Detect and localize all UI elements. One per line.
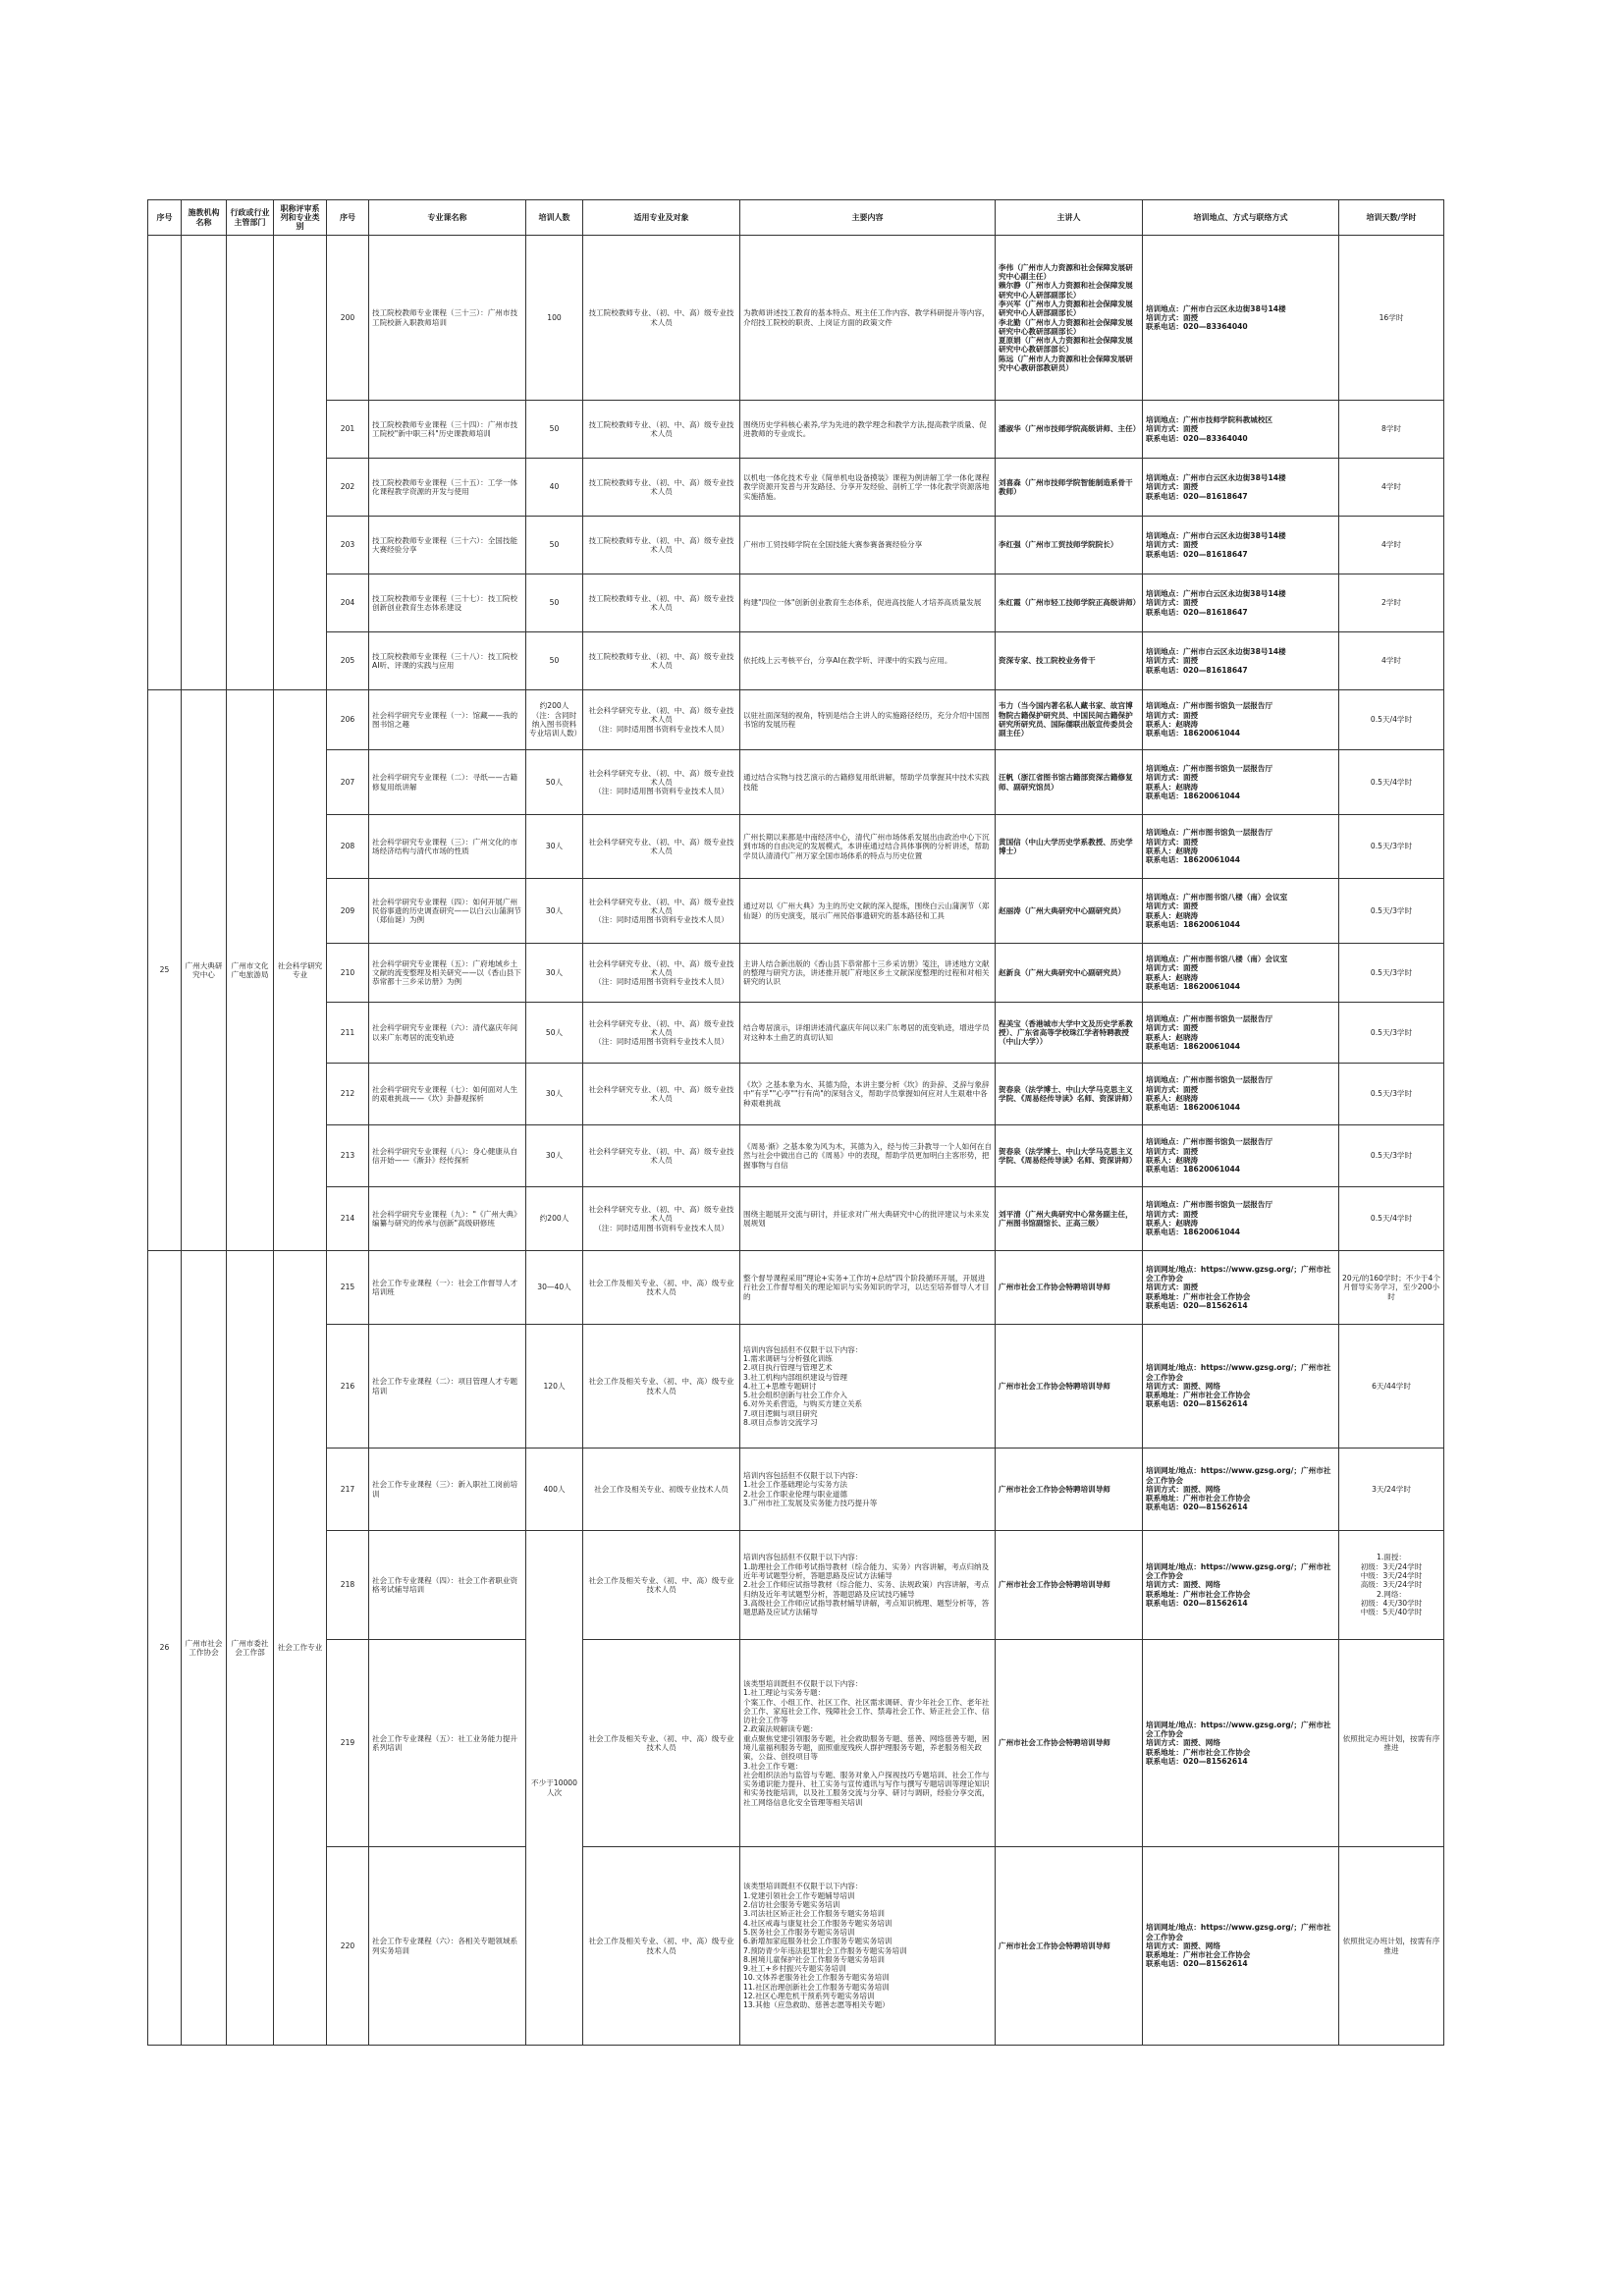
row-number-cell: 205: [327, 632, 369, 690]
row-number-cell: 203: [327, 517, 369, 574]
speaker-cell: 资深专家、技工院校业务骨干: [996, 632, 1143, 690]
trainee-count-cell: 30人: [526, 944, 583, 1003]
table-row: [148, 1325, 1444, 1449]
table-header-row: [148, 200, 1444, 236]
trainee-count-cell: 约200人: [526, 1187, 583, 1251]
main-content-cell: 构建"四位一体"创新创业教育生态体系，促进高技能人才培养高质量发展: [740, 574, 996, 632]
speaker-cell: 黄国信（中山大学历史学系教授、历史学博士）: [996, 815, 1143, 879]
target-audience-cell: 社会科学研究专业、（初、中、高）级专业技术人员 （注：同时适用图书资料专业技术人员）: [583, 750, 740, 815]
course-name-cell: 社会科学研究专业课程（二）：寻纸——古籍修复用纸讲解: [369, 750, 526, 815]
main-content-cell: 通过结合实物与技艺演示的古籍修复用纸讲解，帮助学员掌握其中技术实践技能: [740, 750, 996, 815]
duration-cell: 4学时: [1339, 517, 1444, 574]
venue-contact-cell: 培训网址/地点：https://www.gzsg.org/；广州市社会工作协会 培训方式：面授、网络 联系地址：广州市社会工作协会 联系电话：020—81562614: [1143, 1325, 1339, 1449]
header-cell: 序号: [148, 200, 182, 236]
duration-cell: 20元/的160学时；不少于4个月督导实务学习，至少200小时: [1339, 1251, 1444, 1325]
table-row: [148, 236, 1444, 401]
group-dept-cell: 广州市文化广电旅游局: [227, 690, 274, 1251]
main-content-cell: 通过对以《广州大典》为主的历史文献的深入提炼，围绕白云山蒲涧节（郑仙诞）的历史演变，展示广州民俗事遗研究的基本路径和工具: [740, 879, 996, 944]
speaker-cell: 贺春泉（法学博士、中山大学马克思主义学院、《周易经传导读》名师、资深讲师）: [996, 1064, 1143, 1125]
duration-cell: 4学时: [1339, 459, 1444, 517]
group-org-cell: 广州市社会工作协会: [182, 1251, 227, 2046]
table-row: [148, 1531, 1444, 1640]
venue-contact-cell: 培训网址/地点：https://www.gzsg.org/；广州市社会工作协会 培训方式：面授 联系地址：广州市社会工作协会 联系电话：020—81562614: [1143, 1251, 1339, 1325]
row-number-cell: 207: [327, 750, 369, 815]
duration-cell: 0.5天/3学时: [1339, 944, 1444, 1003]
venue-contact-cell: 培训地点：广州市图书馆负一层报告厅 培训方式：面授 联系人：赵晓涛 联系电话：18620061044: [1143, 690, 1339, 750]
venue-contact-cell: 培训地点：广州市图书馆负一层报告厅 培训方式：面授 联系人：赵晓涛 联系电话：18620061044: [1143, 1064, 1339, 1125]
course-name-cell: 社会科学研究专业课程（九）："《广州大典》编纂与研究的传承与创新"高级研修班: [369, 1187, 526, 1251]
target-audience-cell: 社会工作及相关专业、（初、中、高）级专业技术人员: [583, 1847, 740, 2046]
main-content-cell: 结合粤居演示，详细讲述清代嘉庆年间以来广东粤居的流变轨迹，增进学员对这种本土曲艺的真切认知: [740, 1003, 996, 1064]
row-number-cell: 219: [327, 1640, 369, 1847]
target-audience-cell: 社会科学研究专业、（初、中、高）级专业技术人员 （注：同时适用图书资料专业技术人员）: [583, 1187, 740, 1251]
target-audience-cell: 社会科学研究专业、（初、中、高）级专业技术人员: [583, 1064, 740, 1125]
course-name-cell: 社会科学研究专业课程（八）：身心健康从自信开始——《渐卦》经传探析: [369, 1125, 526, 1187]
speaker-cell: 广州市社会工作协会特聘培训导师: [996, 1325, 1143, 1449]
table-row: [148, 815, 1444, 879]
main-content-cell: 广州市工贸技师学院在全国技能大赛参赛备赛经验分享: [740, 517, 996, 574]
course-name-cell: 社会科学研究专业课程（六）：清代嘉庆年间以来广东粤居的流变轨迹: [369, 1003, 526, 1064]
speaker-cell: 汪帆（浙江省图书馆古籍部资深古籍修复师、副研究馆员）: [996, 750, 1143, 815]
duration-cell: 2学时: [1339, 574, 1444, 632]
trainee-count-cell: 40: [526, 459, 583, 517]
speaker-cell: 朱红霞（广州市轻工技师学院正高级讲师）: [996, 574, 1143, 632]
target-audience-cell: 社会科学研究专业、（初、中、高）级专业技术人员 （注：同时适用图书资料专业技术人员）: [583, 690, 740, 750]
table-row: [148, 1640, 1444, 1847]
row-number-cell: 208: [327, 815, 369, 879]
group-dept-cell: 广州市委社会工作部: [227, 1251, 274, 2046]
duration-cell: 0.5天/4学时: [1339, 690, 1444, 750]
row-number-cell: 213: [327, 1125, 369, 1187]
trainee-count-cell: 约200人 （注：含同时纳入图书资料专业培训人数）: [526, 690, 583, 750]
main-content-cell: 围绕主题展开交流与研讨，并征求对广州大典研究中心的批评建议与未来发展规划: [740, 1187, 996, 1251]
course-name-cell: 社会科学研究专业课程（五）：广府地域乡土文献的流变整理及相关研究——以《香山县下恭常都十三乡采访册》为例: [369, 944, 526, 1003]
main-content-cell: 整个督导课程采用"理论+实务+工作坊+总结"四个阶段循环开展，开展进行社会工作督导相关的理论知识与实务知识的学习，以达至培养督导人才目的: [740, 1251, 996, 1325]
speaker-cell: 广州市社会工作协会特聘培训导师: [996, 1449, 1143, 1531]
speaker-cell: 刘喜森（广州市技师学院智能制造系骨干教师）: [996, 459, 1143, 517]
table-row: [148, 459, 1444, 517]
header-cell: 主讲人: [996, 200, 1143, 236]
table-row: [148, 574, 1444, 632]
target-audience-cell: 社会工作及相关专业、（初、中、高）级专业技术人员: [583, 1251, 740, 1325]
group-dept-cell: [227, 236, 274, 690]
main-content-cell: 《坎》之基本象为水、其德为险，本讲主要分析《坎》的卦辞、爻辞与象辞中"有孚""心亨""行有尚"的深刻含义，帮助学员掌握如何应对人生艰难中各种艰难挑战: [740, 1064, 996, 1125]
course-name-cell: 社会工作专业课程（五）：社工业务能力提升系列培训: [369, 1640, 526, 1847]
row-number-cell: 217: [327, 1449, 369, 1531]
venue-contact-cell: 培训网址/地点：https://www.gzsg.org/；广州市社会工作协会 培训方式：面授、网络 联系地址：广州市社会工作协会 联系电话：020—81562614: [1143, 1640, 1339, 1847]
trainee-count-cell: 400人: [526, 1449, 583, 1531]
row-number-cell: 211: [327, 1003, 369, 1064]
target-audience-cell: 技工院校教师专业、（初、中、高）级专业技术人员: [583, 574, 740, 632]
venue-contact-cell: 培训地点：广州市图书馆负一层报告厅 培训方式：面授 联系人：赵晓涛 联系电话：18620061044: [1143, 750, 1339, 815]
table-row: [148, 517, 1444, 574]
row-number-cell: 201: [327, 401, 369, 459]
target-audience-cell: 社会科学研究专业、（初、中、高）级专业技术人员 （注：同时适用图书资料专业技术人员）: [583, 1003, 740, 1064]
group-no-cell: [148, 236, 182, 690]
target-audience-cell: 技工院校教师专业、（初、中、高）级专业技术人员: [583, 401, 740, 459]
trainee-count-cell: 50: [526, 517, 583, 574]
row-number-cell: 200: [327, 236, 369, 401]
speaker-cell: 赵新良（广州大典研究中心副研究员）: [996, 944, 1143, 1003]
main-content-cell: 为教师讲述技工教育的基本特点、班主任工作内容、教学科研提升等内容，介绍技工院校的职责、上岗证方面的政策文件: [740, 236, 996, 401]
course-name-cell: 社会工作专业课程（一）：社会工作督导人才培训班: [369, 1251, 526, 1325]
main-content-cell: 依托线上云考核平台，分享AI在教学听、评课中的实践与应用。: [740, 632, 996, 690]
group-series-cell: [274, 236, 327, 690]
row-number-cell: 204: [327, 574, 369, 632]
table-row: [148, 1847, 1444, 2046]
course-name-cell: 技工院校教师专业课程（三十五）：工学一体化课程教学资源的开发与使用: [369, 459, 526, 517]
trainee-count-cell: 50: [526, 574, 583, 632]
trainee-count-cell: 100: [526, 236, 583, 401]
row-number-cell: 206: [327, 690, 369, 750]
row-number-cell: 216: [327, 1325, 369, 1449]
venue-contact-cell: 培训地点：广州市白云区永边街38号14楼 培训方式：面授 联系电话：020—81618647: [1143, 517, 1339, 574]
course-name-cell: 社会工作专业课程（四）：社会工作者职业资格考试辅导培训: [369, 1531, 526, 1640]
duration-cell: 8学时: [1339, 401, 1444, 459]
speaker-cell: 广州市社会工作协会特聘培训导师: [996, 1251, 1143, 1325]
table-row: [148, 1125, 1444, 1187]
trainee-count-cell: 30人: [526, 815, 583, 879]
target-audience-cell: 技工院校教师专业、（初、中、高）级专业技术人员: [583, 632, 740, 690]
trainee-count-cell: 30人: [526, 1064, 583, 1125]
main-content-cell: 以机电一体化技术专业《简单机电设备摸装》课程为例讲解工学一体化课程教学资源开发普与开发路径、分享开发经验、剖析工学一体化教学资源落地实施措施。: [740, 459, 996, 517]
venue-contact-cell: 培训地点：广州市图书馆负一层报告厅 培训方式：面授 联系人：赵晓涛 联系电话：18620061044: [1143, 1125, 1339, 1187]
row-number-cell: 218: [327, 1531, 369, 1640]
target-audience-cell: 技工院校教师专业、（初、中、高）级专业技术人员: [583, 236, 740, 401]
speaker-cell: 韦力（当今国内著名私人藏书家、故宫博物院古籍保护研究员、中国民间古籍保护研究所研究员、国际儒联出版宣传委员会副主任）: [996, 690, 1143, 750]
target-audience-cell: 社会科学研究专业、（初、中、高）级专业技术人员 （注：同时适用图书资料专业技术人员）: [583, 944, 740, 1003]
group-no-cell: 26: [148, 1251, 182, 2046]
speaker-cell: 潘淑华（广州市技师学院高级讲师、主任）: [996, 401, 1143, 459]
course-name-cell: 技工院校教师专业课程（三十八）：技工院校AI听、评课的实践与应用: [369, 632, 526, 690]
row-number-cell: 209: [327, 879, 369, 944]
course-name-cell: 技工院校教师专业课程（三十六）：全国技能大赛经验分享: [369, 517, 526, 574]
target-audience-cell: 社会科学研究专业、（初、中、高）级专业技术人员 （注：同时适用图书资料专业技术人员）: [583, 879, 740, 944]
trainee-count-cell: 120人: [526, 1325, 583, 1449]
table-row: [148, 1187, 1444, 1251]
duration-cell: 依照批定办班计划，按需有序推进: [1339, 1847, 1444, 2046]
trainee-count-cell: 30人: [526, 1125, 583, 1187]
course-name-cell: 社会工作专业课程（六）：各相关专题领域系列实务培训: [369, 1847, 526, 2046]
target-audience-cell: 技工院校教师专业、（初、中、高）级专业技术人员: [583, 459, 740, 517]
course-name-cell: 社会科学研究专业课程（三）：广州文化的市场经济结构与清代市场的性质: [369, 815, 526, 879]
target-audience-cell: 社会科学研究专业、（初、中、高）级专业技术人员: [583, 1125, 740, 1187]
main-content-cell: 围绕历史学科核心素养,学为先进的教学理念和教学方法,提高教学质量、促进教师的专业成长。: [740, 401, 996, 459]
header-cell: 行政或行业主管部门: [227, 200, 274, 236]
table-row: [148, 401, 1444, 459]
venue-contact-cell: 培训地点：广州市白云区永边街38号14楼 培训方式：面授 联系电话：020—81618647: [1143, 574, 1339, 632]
trainee-count-cell: 30人: [526, 879, 583, 944]
speaker-cell: 程美宝（香港城市大学中文及历史学系教授）、广东省高等学校珠江学者特聘教授（中山大学））: [996, 1003, 1143, 1064]
venue-contact-cell: 培训地点：广州市图书馆负一层报告厅 培训方式：面授 联系人：赵晓涛 联系电话：18620061044: [1143, 815, 1339, 879]
main-content-cell: 《周易·渐》之基本象为风为木，其德为入，经与传三卦教导一个人如何在自然与社会中做出自己的《周易》中的表现，帮助学员更加明白主客形势，把握事物与自信: [740, 1125, 996, 1187]
target-audience-cell: 社会工作及相关专业、初级专业技术人员: [583, 1449, 740, 1531]
table-row: [148, 1449, 1444, 1531]
table-row: [148, 1251, 1444, 1325]
trainee-count-cell: 50人: [526, 750, 583, 815]
duration-cell: 3天/24学时: [1339, 1449, 1444, 1531]
trainee-count-cell: 50人: [526, 1003, 583, 1064]
table-body: [148, 236, 1444, 2046]
duration-cell: 0.5天/3学时: [1339, 1064, 1444, 1125]
main-content-cell: 该类型培训既但不仅限于以下内容： 1.党建引领社会工作专题辅导培训 2.信访社会服务专题实务培训 3.司法社区矫正社会工作服务专题实务培训 4.社区戒毒与康复社会工作服务专题实务培训 5.医务社会工作服务专题实务培训 6.新增加家庭服务社会工作服务专题实务培训 7.预防青少年违法犯罪社会工作服务专题实务培训 8.困境儿童保护社会工作服务专题实务培训 9.社工+乡村振兴专题实务培训 10.文体养老服务社会工作服务专题实务培训 11.社区治理创新社会工作服务专题实务培训 12.社区心理危机干预系列专题实务培训 13.其他（应急救助、慈善志愿等相关专题）: [740, 1847, 996, 2046]
training-course-table: [147, 199, 1444, 2046]
duration-cell: 0.5天/3学时: [1339, 879, 1444, 944]
speaker-cell: 赵丽涛（广州大典研究中心副研究员）: [996, 879, 1143, 944]
duration-cell: 0.5天/3学时: [1339, 1125, 1444, 1187]
trainee-count-cell: 30—40人: [526, 1251, 583, 1325]
speaker-cell: 广州市社会工作协会特聘培训导师: [996, 1847, 1143, 2046]
course-name-cell: 技工院校教师专业课程（三十三）：广州市技工院校新入职教师培训: [369, 236, 526, 401]
trainee-count-cell: 不少于10000人次: [526, 1531, 583, 2046]
target-audience-cell: 社会工作及相关专业、（初、中、高）级专业技术人员: [583, 1531, 740, 1640]
table-row: [148, 690, 1444, 750]
target-audience-cell: 社会科学研究专业、（初、中、高）级专业技术人员: [583, 815, 740, 879]
speaker-cell: 刘平清（广州大典研究中心常务副主任，广州图书馆副馆长、正高三级）: [996, 1187, 1143, 1251]
duration-cell: 0.5天/3学时: [1339, 815, 1444, 879]
header-cell: 适用专业及对象: [583, 200, 740, 236]
venue-contact-cell: 培训网址/地点：https://www.gzsg.org/；广州市社会工作协会 培训方式：面授、网络 联系地址：广州市社会工作协会 联系电话：020—81562614: [1143, 1449, 1339, 1531]
header-cell: 培训人数: [526, 200, 583, 236]
speaker-cell: 李伟（广州市人力资源和社会保障发展研究中心副主任） 赖尔静（广州市人力资源和社会保障发展研究中心人研部副部长） 李兴军（广州市人力资源和社会保障发展研究中心人研部副部长） 李北勤（广州市人力资源和社会保障发展研究中心教研部副部长） 夏原娟（广州市人力资源和社会保障发展研究中心教研部部长） 陈远（广州市人力资源和社会保障发展研究中心教研部教研员）: [996, 236, 1143, 401]
speaker-cell: 李红强（广州市工贸技师学院院长）: [996, 517, 1143, 574]
course-name-cell: 技工院校教师专业课程（三十四）：广州市技工院校"新中职三科"历史课教师培训: [369, 401, 526, 459]
target-audience-cell: 技工院校教师专业、（初、中、高）级专业技术人员: [583, 517, 740, 574]
venue-contact-cell: 培训地点：广州市白云区永边街38号14楼 培训方式：面授 联系电话：020—83364040: [1143, 236, 1339, 401]
header-cell: 专业课名称: [369, 200, 526, 236]
target-audience-cell: 社会工作及相关专业、（初、中、高）级专业技术人员: [583, 1325, 740, 1449]
main-content-cell: 培训内容包括但不仅限于以下内容： 1.需求调研与分析强化训练 2.项目执行管理与管理艺术 3.社工机构内部组织建设与管理 4.社工+思维专题研讨 5.社会组织创新与社会工作介入 6.对外关系营造，与购买方建立关系 7.项目逻辑与项目研究 8.项目点参访交流学习: [740, 1325, 996, 1449]
venue-contact-cell: 培训网址/地点：https://www.gzsg.org/；广州市社会工作协会 培训方式：面授、网络 联系地址：广州市社会工作协会 联系电话：020—81562614: [1143, 1847, 1339, 2046]
main-content-cell: 广州长期以来都是中南经济中心，清代广州市场体系发展出由政治中心下沉到市场的自由决定的发展模式，本讲座通过结合具体事例的分析讲述，帮助学员认清清代广州万家全国市场体系的特点与历史位置: [740, 815, 996, 879]
group-series-cell: 社会科学研究专业: [274, 690, 327, 1251]
venue-contact-cell: 培训地点：广州市图书馆负一层报告厅 培训方式：面授 联系人：赵晓涛 联系电话：18620061044: [1143, 1003, 1339, 1064]
table-row: [148, 632, 1444, 690]
venue-contact-cell: 培训地点：广州市白云区永边街38号14楼 培训方式：面授 联系电话：020—81618647: [1143, 632, 1339, 690]
speaker-cell: 贺春泉（法学博士、中山大学马克思主义学院、《周易经传导读》名师、资深讲师）: [996, 1125, 1143, 1187]
course-name-cell: 社会科学研究专业课程（一）：馆藏——我的图书馆之趣: [369, 690, 526, 750]
venue-contact-cell: 培训地点：广州市白云区永边街38号14楼 培训方式：面授 联系电话：020—81618647: [1143, 459, 1339, 517]
header-cell: 培训天数/学时: [1339, 200, 1444, 236]
header-cell: 培训地点、方式与联络方式: [1143, 200, 1339, 236]
duration-cell: 1.面授： 初级：3天/24学时 中级：3天/24学时 高级：3天/24学时 2.网络： 初级：4天/30学时 中级：5天/40学时: [1339, 1531, 1444, 1640]
duration-cell: 0.5天/3学时: [1339, 1003, 1444, 1064]
duration-cell: 0.5天/4学时: [1339, 750, 1444, 815]
table-row: [148, 1064, 1444, 1125]
row-number-cell: 202: [327, 459, 369, 517]
venue-contact-cell: 培训地点：广州市技师学院科教城校区 培训方式：面授 联系电话：020—83364040: [1143, 401, 1339, 459]
main-content-cell: 主讲人结合新出版的《香山县下恭常都十三乡采访册》笺注，讲述地方文献的整理与研究方法，讲述推开展广府地区乡土文献深度整理的过程和对相关研究的认识: [740, 944, 996, 1003]
speaker-cell: 广州市社会工作协会特聘培训导师: [996, 1640, 1143, 1847]
course-name-cell: 社会工作专业课程（三）：新入职社工岗前培训: [369, 1449, 526, 1531]
course-name-cell: 社会科学研究专业课程（七）：如何面对人生的艰难挑战——《坎》卦静观探析: [369, 1064, 526, 1125]
duration-cell: 6天/44学时: [1339, 1325, 1444, 1449]
duration-cell: 16学时: [1339, 236, 1444, 401]
venue-contact-cell: 培训地点：广州市图书馆八楼（南）会议室 培训方式：面授 联系人：赵晓涛 联系电话：18620061044: [1143, 879, 1339, 944]
venue-contact-cell: 培训网址/地点：https://www.gzsg.org/；广州市社会工作协会 培训方式：面授、网络 联系地址：广州市社会工作协会 联系电话：020—81562614: [1143, 1531, 1339, 1640]
row-number-cell: 215: [327, 1251, 369, 1325]
group-org-cell: [182, 236, 227, 690]
row-number-cell: 210: [327, 944, 369, 1003]
main-content-cell: 培训内容包括但不仅限于以下内容： 1.社会工作基础理论与实务方法 2.社会工作职业伦理与职业道德 3.广州市社工发展及实务能力技巧提升等: [740, 1449, 996, 1531]
target-audience-cell: 社会工作及相关专业、（初、中、高）级专业技术人员: [583, 1640, 740, 1847]
group-org-cell: 广州大典研究中心: [182, 690, 227, 1251]
table-row: [148, 879, 1444, 944]
header-cell: 职称评审系列和专业类别: [274, 200, 327, 236]
row-number-cell: 220: [327, 1847, 369, 2046]
group-no-cell: 25: [148, 690, 182, 1251]
duration-cell: 依照批定办班计划，按需有序推进: [1339, 1640, 1444, 1847]
table-row: [148, 1003, 1444, 1064]
header-cell: 施教机构名称: [182, 200, 227, 236]
course-name-cell: 社会科学研究专业课程（四）：如何开展广州民俗事遗的历史调查研究——以白云山蒲涧节（郑仙诞）为例: [369, 879, 526, 944]
speaker-cell: 广州市社会工作协会特聘培训导师: [996, 1531, 1143, 1640]
venue-contact-cell: 培训地点：广州市图书馆负一层报告厅 培训方式：面授 联系人：赵晓涛 联系电话：18620061044: [1143, 1187, 1339, 1251]
header-cell: 序号: [327, 200, 369, 236]
header-cell: 主要内容: [740, 200, 996, 236]
main-content-cell: 该类型培训既但不仅限于以下内容： 1.社工理论与实务专题： 个案工作、小组工作、社区工作、社区需求调研、青少年社会工作、老年社会工作、家庭社会工作、残障社会工作、禁毒社会工作、矫正社会工作、信访社会工作等 2.政策法规解读专题： 重点聚焦党建引领服务专题，社会救助服务专题、慈善、网络慈善专题，困境儿童福利服务专题，面照重度残疾人群护理服务专题，养老服务相关政策，公益、创投项目等 3.社会工作专题： 社会组织法治与监管与专题、服务对象入户探视技巧专题培训、社会工作与实务通识能力提升、社工实务与宣传通讯与写作与撰写专题培训等理论知识和实务技能培训，以及社工服务交流与分享、研讨与调研，经验分享交流，社工网络信息化安全管理等相关培训: [740, 1640, 996, 1847]
row-number-cell: 214: [327, 1187, 369, 1251]
table-row: [148, 750, 1444, 815]
group-series-cell: 社会工作专业: [274, 1251, 327, 2046]
main-content-cell: 培训内容包括但不仅限于以下内容： 1.助理社会工作师考试指导教材（综合能力、实务）内容讲解，考点归纳及近年考试题型分析，答题思路及应试方法辅导 2.社会工作师应试指导教材（综合能力、实务、法规政策）内容讲解，考点归纳及近年考试题型分析，答题思路及应试技巧辅导 3.高级社会工作师应试指导教材辅导讲解，考点知识梳理、题型分析等，答题思路及应试方法辅导: [740, 1531, 996, 1640]
trainee-count-cell: 50: [526, 632, 583, 690]
table-row: [148, 944, 1444, 1003]
duration-cell: 4学时: [1339, 632, 1444, 690]
trainee-count-cell: 50: [526, 401, 583, 459]
venue-contact-cell: 培训地点：广州市图书馆八楼（南）会议室 培训方式：面授 联系人：赵晓涛 联系电话：18620061044: [1143, 944, 1339, 1003]
row-number-cell: 212: [327, 1064, 369, 1125]
course-name-cell: 技工院校教师专业课程（三十七）：技工院校创新创业教育生态体系建设: [369, 574, 526, 632]
course-name-cell: 社会工作专业课程（二）：项目管理人才专题培训: [369, 1325, 526, 1449]
main-content-cell: 以驻社面深刻的视角，特别是结合主讲人的实施路径经历，充分介绍中国图书馆的发展历程: [740, 690, 996, 750]
duration-cell: 0.5天/4学时: [1339, 1187, 1444, 1251]
